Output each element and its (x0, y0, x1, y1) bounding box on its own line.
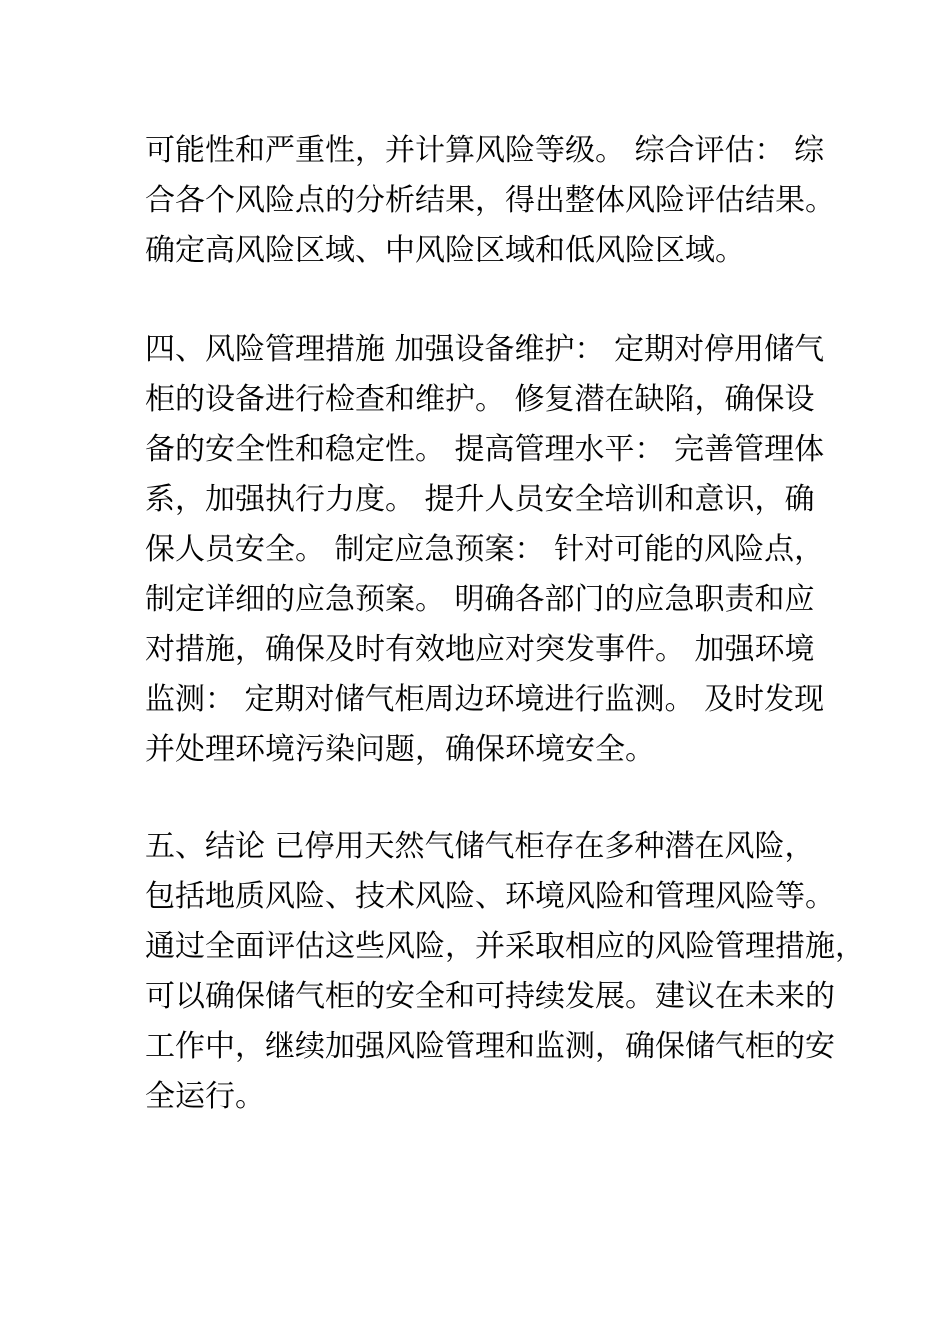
text-line: 备的安全性和稳定性。 提高管理水平： 完善管理体 (145, 432, 825, 467)
risk-assessment-paragraph (145, 126, 835, 276)
text-line: 并处理环境污染问题，确保环境安全。 (145, 732, 655, 767)
text-line: 对措施，确保及时有效地应对突发事件。 加强环境 (145, 632, 815, 667)
text-line: 保人员安全。 制定应急预案： 针对可能的风险点， (145, 532, 825, 567)
text-line: 四、风险管理措施 加强设备维护： 定期对停用储气 (145, 332, 825, 367)
text-line: 通过全面评估这些风险，并采取相应的风险管理措施， (145, 929, 865, 964)
conclusion-paragraph (145, 822, 865, 1122)
text-line: 可能性和严重性，并计算风险等级。 综合评估： 综 (145, 133, 825, 168)
text-line: 合各个风险点的分析结果，得出整体风险评估结果。 (145, 183, 835, 218)
text-line: 工作中，继续加强风险管理和监测，确保储气柜的安 (145, 1029, 835, 1064)
text-line: 全运行。 (145, 1079, 265, 1114)
text-line: 五、结论 已停用天然气储气柜存在多种潜在风险， (145, 829, 815, 864)
text-line: 制定详细的应急预案。 明确各部门的应急职责和应 (145, 582, 815, 617)
text-line: 柜的设备进行检查和维护。 修复潜在缺陷，确保设 (145, 382, 815, 417)
text-line: 包括地质风险、技术风险、环境风险和管理风险等。 (145, 879, 835, 914)
text-line: 监测： 定期对储气柜周边环境进行监测。 及时发现 (145, 682, 825, 717)
text-line: 确定高风险区域、中风险区域和低风险区域。 (145, 233, 745, 268)
text-line: 系，加强执行力度。 提升人员安全培训和意识，确 (145, 482, 815, 517)
text-line: 可以确保储气柜的安全和可持续发展。建议在未来的 (145, 979, 835, 1014)
risk-management-measures-paragraph (145, 325, 825, 775)
